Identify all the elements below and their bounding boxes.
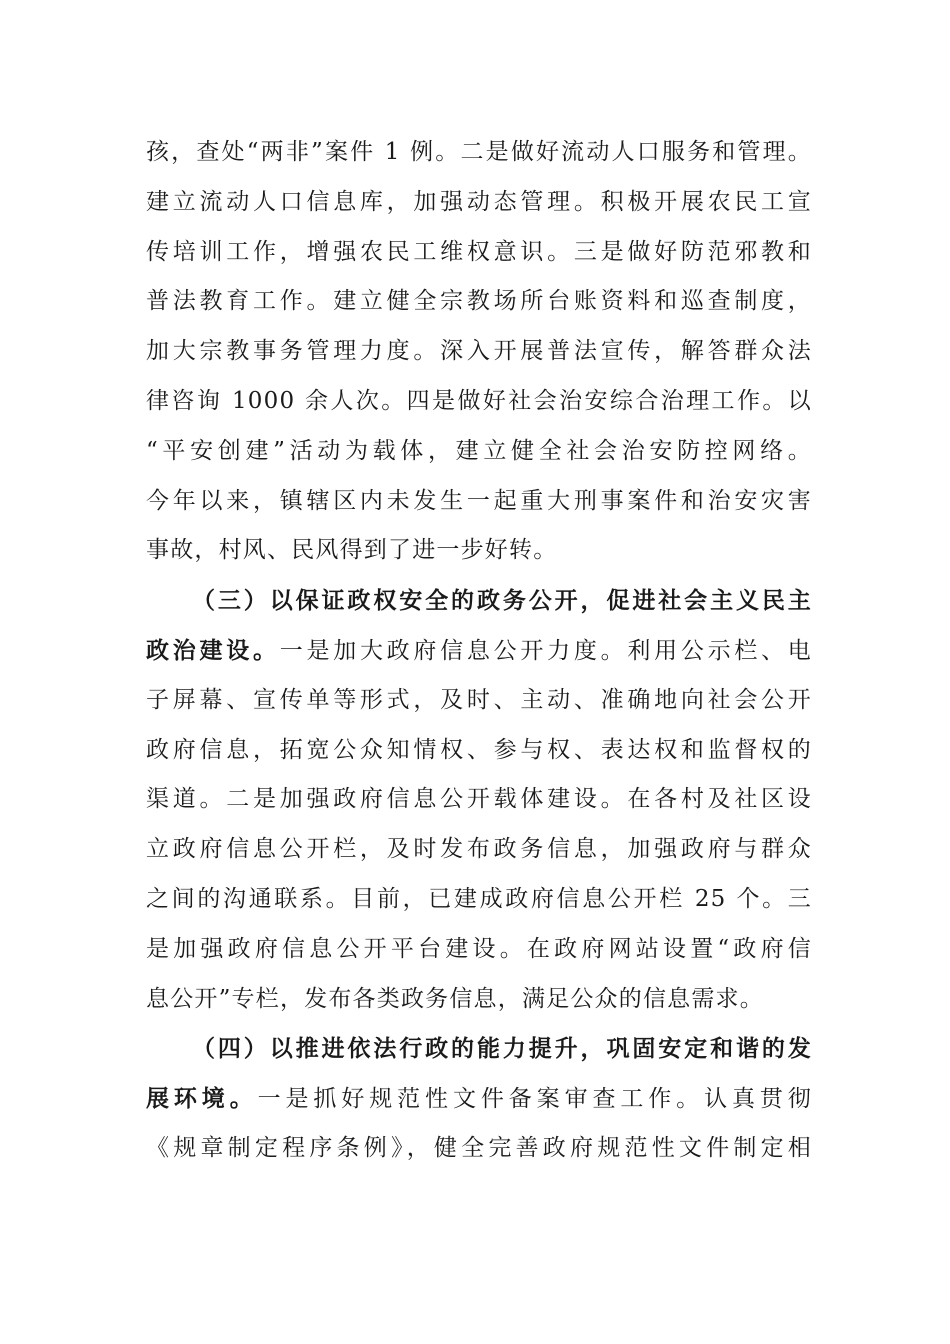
section-heading-3: （三）以保证政权安全的政务公开，促进社会主义民主	[192, 587, 812, 615]
text-segment: 是加强政府信息公开平台建设。在政府网站设置“政府信	[146, 935, 812, 962]
paragraph-line	[146, 825, 812, 875]
paragraph-line	[146, 377, 812, 427]
text-segment: 孩，查处“两非”案件 1 例。二是做好流动人口服务和管理。	[146, 139, 812, 165]
text-segment: 息公开”专栏，发布各类政务信息，满足公众的信息需求。	[146, 985, 764, 1012]
body-text	[146, 128, 812, 1174]
section-heading-3-end: 政治建设。	[146, 636, 280, 664]
paragraph-line	[146, 975, 812, 1025]
text-segment: 今年以来，镇辖区内未发生一起重大刑事案件和治安灾害	[146, 487, 812, 514]
text-segment: 建立流动人口信息库，加强动态管理。积极开展农民工宣	[146, 188, 812, 215]
text-segment: 加大宗教事务管理力度。深入开展普法宣传，解答群众法	[146, 338, 812, 365]
paragraph-line	[146, 477, 812, 527]
paragraph-line	[146, 875, 812, 925]
paragraph-line	[146, 327, 812, 377]
text-segment: 律咨询 1000 余人次。四是做好社会治安综合治理工作。以	[146, 387, 812, 414]
paragraph-line	[146, 775, 812, 825]
paragraph-line	[146, 228, 812, 278]
text-segment: 政府信息，拓宽公众知情权、参与权、表达权和监督权的	[146, 736, 812, 763]
paragraph-line	[146, 626, 812, 676]
paragraph-line	[146, 427, 812, 477]
text-segment: 子屏幕、宣传单等形式，及时、主动、准确地向社会公开	[146, 686, 812, 713]
paragraph-line	[146, 1124, 812, 1174]
section-heading-4: （四）以推进依法行政的能力提升，巩固安定和谐的发	[192, 1035, 812, 1063]
text-segment: 一是加大政府信息公开力度。利用公示栏、电	[279, 637, 813, 664]
paragraph-line	[146, 925, 812, 975]
paragraph-line	[146, 277, 812, 327]
text-segment: 事故，村风、民风得到了进一步好转。	[146, 537, 558, 564]
paragraph-line	[146, 526, 812, 576]
text-segment: 一是抓好规范性文件备案审查工作。认真贯彻	[257, 1086, 812, 1113]
paragraph-line	[146, 178, 812, 228]
text-segment: 渠道。二是加强政府信息公开载体建设。在各村及社区设	[146, 786, 812, 813]
paragraph-line	[146, 676, 812, 726]
text-segment: “平安创建”活动为载体，建立健全社会治安防控网络。	[146, 437, 812, 464]
paragraph-line	[146, 128, 812, 178]
section-heading-4-end: 展环境。	[146, 1085, 258, 1113]
text-segment: 《规章制定程序条例》，健全完善政府规范性文件制定相	[146, 1134, 812, 1161]
paragraph-line	[146, 1074, 812, 1124]
text-segment: 普法教育工作。建立健全宗教场所台账资料和巡查制度，	[146, 288, 812, 315]
text-segment: 立政府信息公开栏，及时发布政务信息，加强政府与群众	[146, 836, 812, 863]
text-segment: 之间的沟通联系。目前，已建成政府信息公开栏 25 个。三	[146, 885, 812, 912]
section-heading-line	[146, 1024, 812, 1074]
text-segment: 传培训工作，增强农民工维权意识。三是做好防范邪教和	[146, 238, 812, 265]
section-heading-line	[146, 576, 812, 626]
paragraph-line	[146, 726, 812, 776]
